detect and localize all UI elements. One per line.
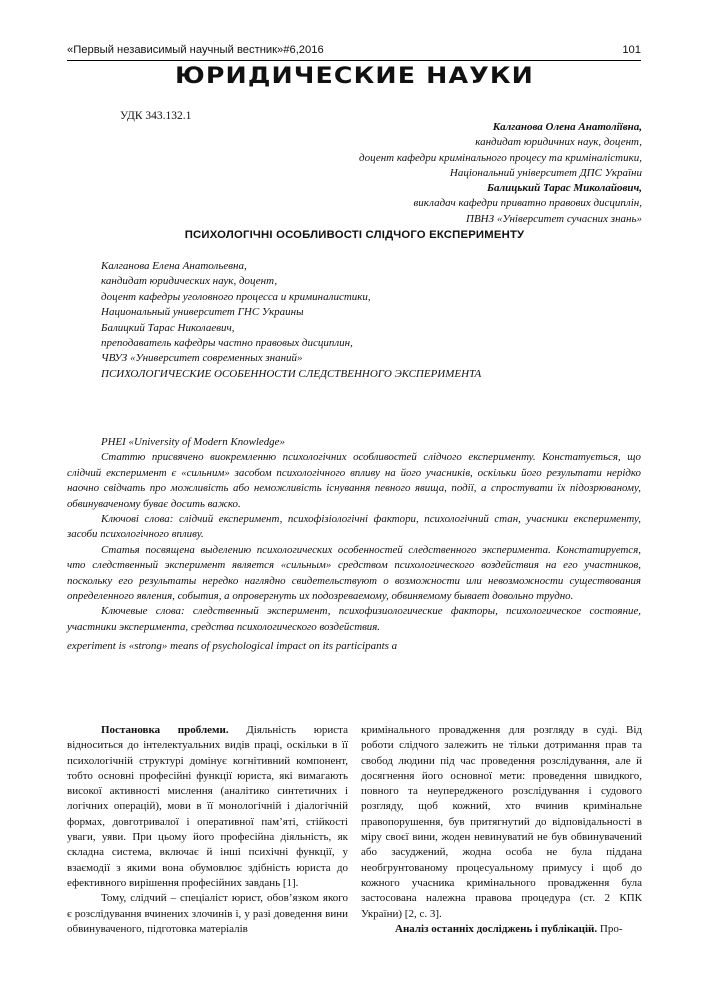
- authors-ua: [359, 120, 642, 227]
- ru-line: Балицкий Тарас Николаевич,: [101, 321, 235, 334]
- ru-line: преподаватель кафедры частно правовых дисциплин,: [101, 337, 353, 350]
- udk-code: УДК 343.132.1: [120, 110, 192, 122]
- ru-line: Национальный университет ГНС Украины: [101, 306, 304, 319]
- english-fragment: experiment is «strong» means of psychological impact on its participants a: [67, 640, 398, 652]
- section-heading: Аналіз останніх досліджень і публікацій.: [395, 922, 598, 935]
- authors-ru: [101, 259, 481, 382]
- journal-name: «Первый независимый научный вестник»#6,2016: [67, 44, 324, 56]
- ru-line: ПСИХОЛОГИЧЕСКИЕ ОСОБЕННОСТИ СЛЕДСТВЕННОГО ЭКСПЕРИМЕНТА: [101, 367, 482, 380]
- ru-line: доцент кафедры уголовного процесса и криминалистики,: [101, 290, 371, 303]
- keywords-ru: Ключевые слова: следственный эксперимент, психофизиологические факторы, психологическое состояние, участники эксперимента, средства психологического воздействия.: [67, 605, 641, 633]
- body-column-right: [361, 723, 642, 937]
- author-line: Національний університет ДПС України: [449, 166, 642, 179]
- ru-line: кандидат юридических наук, доцент,: [101, 275, 278, 288]
- paragraph: кримінального провадження для розгляду в суді. Від роботи слідчого залежить не тільки дотримання прав та свобод людини під час проведення розслідування, але й досягнення його основної мети: проведення швидкого, повного та неупередженого розслідування і судового розгляду, щоб кожний, хто вчинив кримінальне правопорушення, був притягнутий до відповідальності в міру своєї вини, жоден невинуватий не був обвинувачений або засуджений, жодна особа не була піддана необгрунтованому процесуальному примусу і щоб до кожного учасника кримінального провадження була застосована належна правова процедура (ст. 2 КПК України) [2, с. 3].: [361, 724, 642, 920]
- section-heading: Постановка проблеми.: [101, 724, 229, 736]
- author-line: доцент кафедри кримінального процесу та криміналістики,: [359, 151, 642, 164]
- abstract-ru: Статья посвящена выделению психологических особенностей следственного эксперимента. Констатируется, что следственный эксперимент является «сильным» средством психологического воздействия на его участников, поскольку его результаты нередко наглядно свидетельствуют о возможности или невозможности существования определенного явления, события, а опровергнуть их подозреваемому, обвиняемому бывает довольно трудно.: [67, 543, 641, 603]
- author-line: кандидат юридичних наук, доцент,: [475, 136, 642, 149]
- ru-line: ЧВУЗ «Университет современных знаний»: [101, 352, 303, 365]
- author-line: Калганова Олена Анатоліївна,: [492, 121, 642, 133]
- abstracts: [67, 435, 641, 635]
- body-column-left: [67, 723, 348, 937]
- header-rule: [67, 60, 641, 61]
- running-header: [67, 44, 641, 56]
- ru-line: Калганова Елена Анатольевна,: [101, 260, 247, 272]
- keywords-ua: Ключові слова: слідчий експеримент, психофізіологічні фактори, психологічний стан, учасники експерименту, засоби психологічного впливу.: [67, 513, 641, 541]
- article-title: ПСИХОЛОГІЧНІ ОСОБЛИВОСТІ СЛІДЧОГО ЕКСПЕРИМЕНТУ: [184, 229, 525, 241]
- paragraph: Тому, слідчий – спеціаліст юрист, обов’язком якого є розслідування вчинених злочинів і, у разі доведення вини обвинуваченого, підготовка матеріалів: [67, 892, 348, 935]
- author-line: Балицький Тарас Миколайович,: [486, 182, 642, 195]
- phei-line: PHEI «University of Modern Knowledge»: [101, 436, 285, 448]
- author-line: ПВНЗ «Університет сучасних знань»: [466, 212, 642, 225]
- paragraph: Постановка проблеми. Діяльність юриста відноситься до інтелектуальних видів праці, оскільки в її психологічній структурі домінує когнітивний компонент, тобто основні професійні функції юриста, які вимагають високої активності мислення (аналітико синтетичних і логічних операцій), мови в її монологічній і діалогічній формах, довготривалої і оперативної пам’яті, стійкості уваги, уяви. При цьому його професійна діяльність, як складна система, включає й інші психічні функції, у взаємодії з якими вона обумовлює здібність юриста до ефективного вирішення професійних завдань [1].: [67, 724, 349, 889]
- section-title: ЮРИДИЧЕСКИЕ НАУКИ: [174, 64, 535, 89]
- paragraph: Аналіз останніх досліджень і публікацій. Про-: [395, 922, 623, 935]
- abstract-ua: Статтю присвячено виокремленню психологічних особливостей слідчого експерименту. Констатується, що слідчий експеримент є «сильним» засобом психологічного впливу на його учасників, оскільки його результати нерідко наочно свідчать про можливість або неможливість існування певного явища, події, а спростувати їх підозрюваному, обвинуваченому буває досить важко.: [67, 451, 641, 510]
- page-number: 101: [622, 44, 641, 56]
- author-line: викладач кафедри приватно правових дисциплін,: [413, 197, 642, 210]
